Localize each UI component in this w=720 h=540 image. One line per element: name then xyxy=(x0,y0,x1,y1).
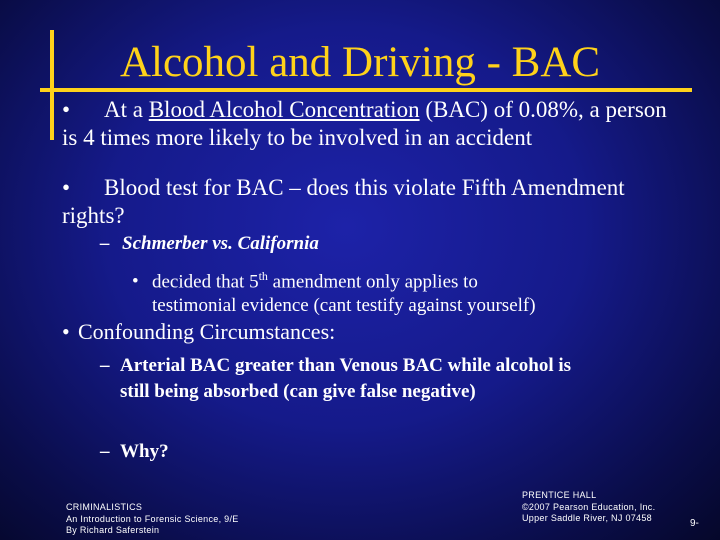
ordinal-suffix: th xyxy=(258,269,268,283)
sub-point-why xyxy=(100,440,169,464)
bullet-text: Blood test for BAC – does this violate Fifth Amendment rights? xyxy=(62,175,625,228)
page-number: 9- xyxy=(690,518,699,529)
bullet-symbol: • xyxy=(132,271,139,293)
dash-symbol: – xyxy=(100,355,110,376)
slide-title: Alcohol and Driving - BAC xyxy=(119,39,601,86)
sub-point-text: Why? xyxy=(120,441,169,462)
case-detail-post: amendment only applies to xyxy=(267,271,478,293)
bullet-text-post: (BAC) of 0.08%, a person is 4 times more likely to be involved in an accident xyxy=(62,97,667,150)
dash-symbol: – xyxy=(100,441,110,462)
bullet-bac-statistic xyxy=(62,96,682,152)
footer-line: By Richard Saferstein xyxy=(66,525,160,535)
bac-term: Blood Alcohol Concentration xyxy=(148,97,420,122)
bullet-text: Confounding Circumstances: xyxy=(78,319,336,344)
bullet-blood-test xyxy=(62,174,682,230)
horizontal-accent-line xyxy=(40,88,692,92)
footer-book-info xyxy=(66,502,239,537)
sub-point-arterial xyxy=(100,353,620,405)
footer-line: An Introduction to Forensic Science, 9/E xyxy=(66,513,239,524)
case-citation xyxy=(100,232,319,256)
sub-point-text: Arterial BAC greater than Venous BAC while alcohol is still being absorbed (can give false negative) xyxy=(120,355,572,402)
footer-line: PRENTICE HALL xyxy=(522,490,597,500)
bullet-symbol: • xyxy=(62,175,71,200)
footer-line: Upper Saddle River, NJ 07458 xyxy=(522,513,652,523)
bullet-text-pre: At a xyxy=(104,97,149,122)
case-detail-pre: decided that 5 xyxy=(152,271,259,293)
case-name: Schmerber vs. California xyxy=(122,233,319,254)
bullet-confounding xyxy=(62,318,335,346)
case-detail xyxy=(132,264,652,318)
footer-line: CRIMINALISTICS xyxy=(66,502,143,512)
dash-symbol: – xyxy=(100,233,110,254)
footer-line: ©2007 Pearson Education, Inc. xyxy=(522,501,656,512)
bullet-symbol: • xyxy=(62,97,71,122)
case-detail-line2: testimonial evidence (cant testify against yourself) xyxy=(152,295,536,317)
bullet-symbol: • xyxy=(62,319,70,344)
footer-publisher-info xyxy=(522,490,655,525)
